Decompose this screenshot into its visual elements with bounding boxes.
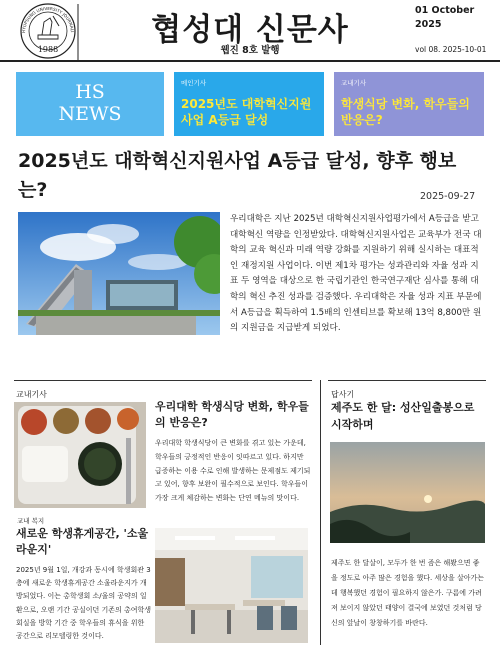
issue-number: 웹진 8호 발행 — [220, 45, 280, 56]
campus-article-box-label: 교내기사 — [341, 79, 367, 87]
svg-text:HYUPSUNG UNIVERSITY JOURNALIST: HYUPSUNG UNIVERSITY JOURNALI — [20, 5, 75, 34]
hs-news-line1: HS — [75, 81, 105, 103]
welfare-section-label: 교내 복지 — [17, 517, 45, 525]
cafeteria-food-photo — [14, 402, 146, 508]
masthead — [0, 0, 500, 62]
lead-article-body: 우리대학은 지난 2025년 대학혁신지원사업평가에서 A등급을 받고 대학혁신 역량을 인정받았다. 대학혁신지원사업은 교육부가 전국 대학의 교육 혁신과 미래 역량 강화를 지원하기 위해 실시하는 대표적인 재정지원 사업이다. 이번 제1차 평가는 성과관리와 자율 성과 지표 두 영역을 대상으로 한 국립기관인 한국연구재단 심사를 통해 대학의 혁신 추진 성과를 검증했다. 우리대학은 자율 성과 지표 부문에서 A등급을 획득하여 1.5배의 인센티브를 확보해 13억 8,800만 원의 지원금을 지급받게 되었다. — [230, 214, 482, 334]
press-seal-logo — [14, 2, 88, 60]
lead-article-date: 2025-09-27 — [420, 191, 476, 202]
main-article-box-headline: 2025년도 대학혁신지원사업 A등급 달성 — [181, 97, 312, 127]
volume-line: vol 08. 2025-10-01 — [415, 45, 487, 54]
seongsan-sunrise-photo — [330, 442, 485, 543]
lead-article-title[interactable]: 2025년도 대학혁신지원사업 A등급 달성, 향후 행보는? — [18, 150, 457, 201]
newspaper-title: 협성대 신문사 — [151, 12, 349, 48]
svg-text:1988: 1988 — [37, 45, 59, 54]
review-article-title[interactable]: 제주도 한 달: 성산일출봉으로 시작하며 — [331, 401, 475, 431]
main-article-box-label: 메인기사 — [181, 79, 207, 87]
campus-article-box-headline: 학생식당 변화, 학우들의 반응은? — [341, 97, 470, 127]
main-article-box[interactable] — [174, 72, 324, 136]
welfare-article-body: 2025년 9월 1일, 개강과 동시에 학생회관 3층에 새로운 학생휴게공간 소울라운지가 개방되었다. 이는 총학생회 소/울의 공약의 일환으로, 오랜 기간 공실이던 기존의 총여학생회실을 방학 기간 중 학우들의 휴식을 위한 공간으로 리모델링한 것이다. — [16, 566, 152, 641]
review-section-rule — [328, 380, 486, 381]
issue-date — [415, 4, 474, 32]
hs-news-box[interactable] — [16, 72, 164, 136]
campus-section-label: 교내기사 — [16, 390, 47, 399]
campus-article-title[interactable]: 우리대학 학생식당 변화, 학우들의 반응은? — [155, 400, 309, 429]
welfare-article-title[interactable]: 새로운 학생휴게공간, '소울라운지' — [16, 527, 149, 556]
issue-date-line2: 2025 — [415, 19, 442, 30]
campus-section-rule — [14, 380, 312, 381]
issue-date-line1: 01 October — [415, 5, 475, 16]
review-article-body: 제주도 한 달살이, 모두가 한 번 즘은 해봤으면 좋을 정도로 아주 많은 경험을 했다. 세상을 살아가는데 행복했던 경험이 필요하지 않은가. 구름에 가려져 보이지 않았던 태양이 결국에 보였던 것처럼 당신의 앞날이 창창하기를 바란다. — [331, 559, 485, 627]
review-section-label: 답사기 — [331, 390, 355, 399]
campus-article-body: 우리대학 학생식당이 큰 변화를 겪고 있는 가운데, 학우들의 긍정적인 반응이 잇따르고 있다. 하지만 급증하는 이용 수로 인해 발생하는 문제점도 제기되고 있어, 향후 보완이 필수적으로 보인다. 학우들이 가장 크게 체감하는 변화는 단연 메뉴의 맛이다. — [155, 439, 311, 503]
hs-news-line2: NEWS — [58, 103, 122, 125]
campus-gate-photo — [18, 212, 220, 335]
campus-article-box[interactable] — [334, 72, 484, 136]
column-divider — [320, 380, 321, 645]
student-lounge-photo — [155, 528, 308, 643]
